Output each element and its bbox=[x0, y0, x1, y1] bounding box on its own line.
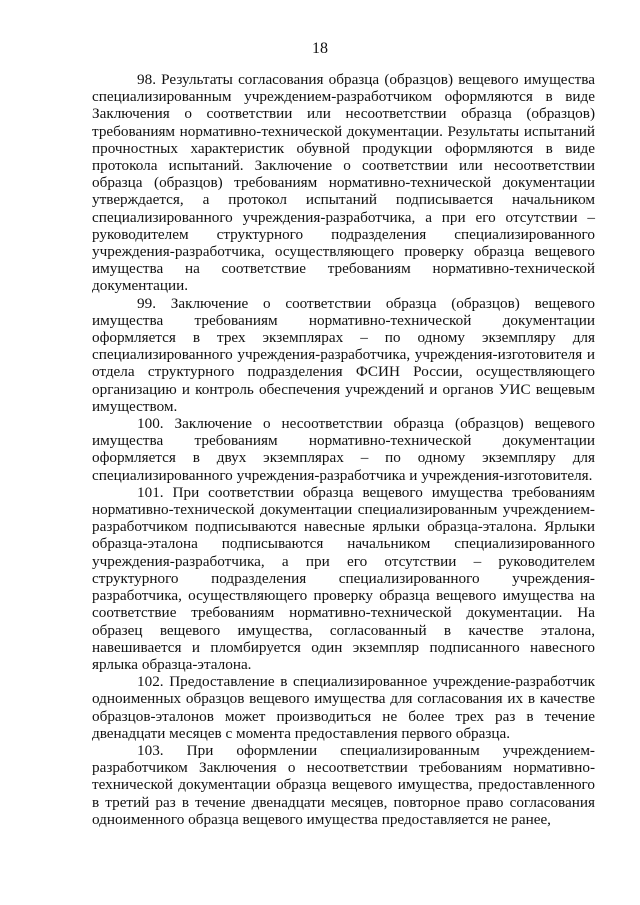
document-body bbox=[92, 71, 595, 828]
paragraph-101: 101. При соответствии образца вещевого имущества требованиям нормативно-технической документации специализированным учреждением-разработчиком подписываются навесные ярлыки образца-эталона. Ярлыки образца-эталона подписываются начальником специализированного учреждения-разработчика, а при его отсутствии – руководителем структурного подразделения специализированного учреждения-разработчика, осуществляющего проверку образца вещевого имущества на соответствие требованиям нормативно-технической документации. На образец вещевого имущества, согласованный в качестве эталона, навешивается и пломбируется один экземпляр подписанного навесного ярлыка образца-эталона. bbox=[92, 483, 595, 673]
paragraph-102: 102. Предоставление в специализированное учреждение-разработчик одноименных образцов вещевого имущества для согласования их в качестве образцов-эталонов может производиться не более трех раз в течение двенадцати месяцев с момента предоставления первого образца. bbox=[92, 673, 595, 742]
paragraph-99: 99. Заключение о соответствии образца (образцов) вещевого имущества требованиям нормативно-технической документации оформляется в трех экземплярах – по одному экземпляру для специализированного учреждения-разработчика, учреждения-изготовителя и отдела структурного подразделения ФСИН России, осуществляющего организацию и контроль обеспечения учреждений и органов УИС вещевым имуществом. bbox=[92, 294, 595, 415]
paragraph-103: 103. При оформлении специализированным учреждением-разработчиком Заключения о несоответствии требованиям нормативно-технической документации образца вещевого имущества, предоставленного в третий раз в течение двенадцати месяцев, повторное право согласования одноименного образца вещевого имущества предоставляется не ранее, bbox=[92, 741, 595, 828]
paragraph-98: 98. Результаты согласования образца (образцов) вещевого имущества специализированным учреждением-разработчиком оформляются в виде Заключения о соответствии или несоответствии образца (образцов) требованиям нормативно-технической документации. Результаты испытаний прочностных характеристик обувной продукции оформляются в виде протокола испытаний. Заключение о соответствии или несоответствии образца (образцов) требованиям нормативно-технической документации утверждается, а протокол испытаний подписывается начальником специализированного учреждения-разработчика, а при его отсутствии – руководителем структурного подразделения специализированного учреждения-разработчика, осуществляющего проверку образца вещевого имущества на соответствие требованиям нормативно-технической документации. bbox=[92, 71, 595, 295]
paragraph-100: 100. Заключение о несоответствии образца (образцов) вещевого имущества требованиям нормативно-технической документации оформляется в двух экземплярах – по одному экземпляру для специализированного учреждения-разработчика и учреждения-изготовителя. bbox=[92, 415, 595, 484]
page-number: 18 bbox=[312, 40, 328, 57]
